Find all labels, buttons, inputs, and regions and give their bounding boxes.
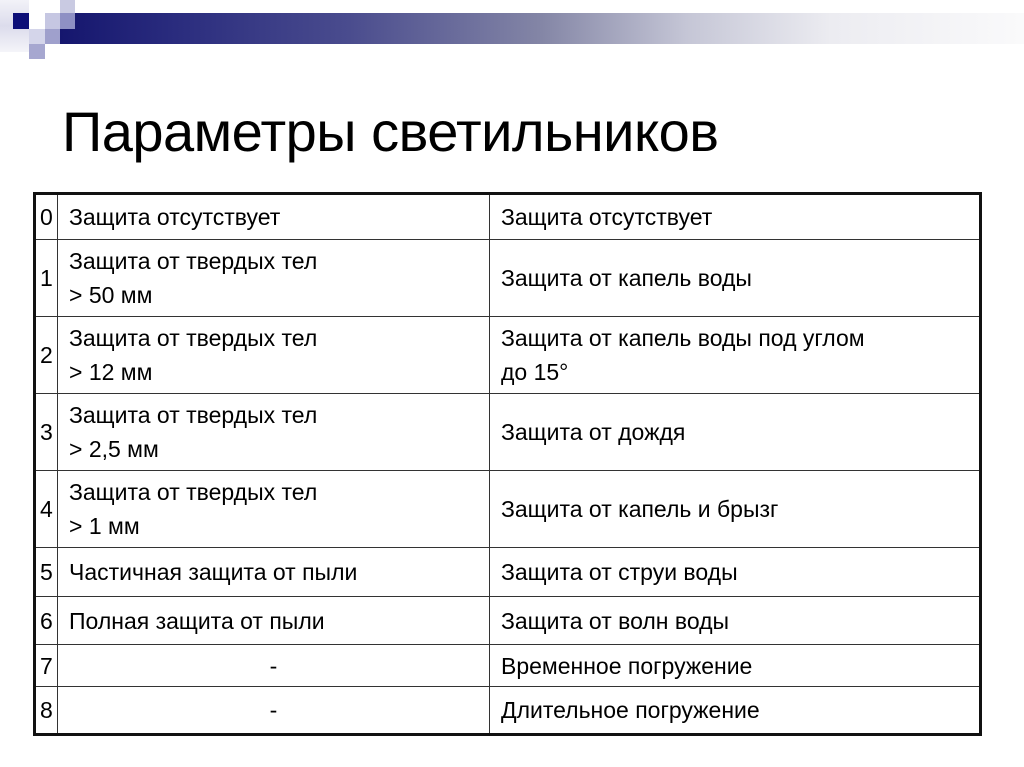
water-protection-cell (490, 394, 981, 471)
ip-digit: 8 (35, 687, 58, 735)
water-protection-cell (490, 548, 981, 597)
slide-title: Параметры светильников (62, 100, 719, 163)
solids-protection-cell (58, 240, 490, 317)
table-row (35, 687, 981, 735)
solids-protection-cell (58, 548, 490, 597)
water-protection-cell (490, 240, 981, 317)
solids-protection-cell (58, 471, 490, 548)
cell-text: > 1 мм (69, 513, 140, 539)
cell-text: - (269, 697, 278, 723)
decorative-square-navy (13, 13, 29, 29)
cell-text: > 50 мм (69, 282, 153, 308)
decorative-square-top (60, 0, 75, 13)
decorative-square-lavender-1 (29, 29, 45, 44)
solids-protection-cell (58, 597, 490, 645)
cell-text: Защита от струи воды (501, 559, 738, 585)
table-row (35, 240, 981, 317)
cell-text: Частичная защита от пыли (69, 559, 358, 585)
ip-protection-table (33, 192, 982, 736)
cell-text: Временное погружение (501, 652, 753, 679)
decorative-square-pale (45, 13, 60, 29)
decorative-square-mid-2 (45, 29, 60, 44)
water-protection-cell (490, 645, 981, 687)
solids-protection-cell (58, 317, 490, 394)
cell-text: Защита от дождя (501, 419, 686, 445)
table-row (35, 194, 981, 240)
water-protection-cell (490, 471, 981, 548)
cell-text: Защита от волн воды (501, 607, 730, 634)
cell-text: Полная защита от пыли (69, 607, 325, 634)
ip-digit: 6 (35, 597, 58, 645)
ip-digit: 3 (35, 394, 58, 471)
water-protection-cell (490, 687, 981, 735)
cell-text: Защита от твердых тел (69, 325, 318, 351)
table-row (35, 394, 981, 471)
table-row (35, 645, 981, 687)
cell-text: до 15° (501, 359, 569, 385)
solids-protection-cell (58, 194, 490, 240)
solids-protection-cell (58, 687, 490, 735)
water-protection-cell (490, 317, 981, 394)
cell-text: Защита от капель воды (501, 265, 752, 291)
ip-digit: 5 (35, 548, 58, 597)
cell-text: - (269, 652, 278, 679)
cell-text: Защита от твердых тел (69, 248, 318, 274)
cell-text: Защита от капель воды под углом (501, 325, 865, 351)
solids-protection-cell (58, 394, 490, 471)
table-row (35, 317, 981, 394)
header-gradient-band (60, 13, 1024, 44)
cell-text: Защита от твердых тел (69, 479, 318, 505)
ip-digit: 1 (35, 240, 58, 317)
cell-text: > 12 мм (69, 359, 153, 385)
ip-digit: 4 (35, 471, 58, 548)
ip-digit: 2 (35, 317, 58, 394)
decorative-square-lavender-2 (29, 44, 45, 59)
cell-text: Защита отсутствует (501, 204, 713, 230)
solids-protection-cell (58, 645, 490, 687)
cell-text: Защита от твердых тел (69, 402, 318, 428)
cell-text: Защита от капель и брызг (501, 496, 779, 522)
table-row (35, 597, 981, 645)
ip-digit: 0 (35, 194, 58, 240)
decorative-square-mid (60, 13, 75, 29)
table-row (35, 471, 981, 548)
water-protection-cell (490, 194, 981, 240)
water-protection-cell (490, 597, 981, 645)
ip-digit: 7 (35, 645, 58, 687)
cell-text: Защита отсутствует (69, 204, 281, 230)
table-row (35, 548, 981, 597)
cell-text: Длительное погружение (501, 697, 760, 723)
cell-text: > 2,5 мм (69, 436, 159, 462)
